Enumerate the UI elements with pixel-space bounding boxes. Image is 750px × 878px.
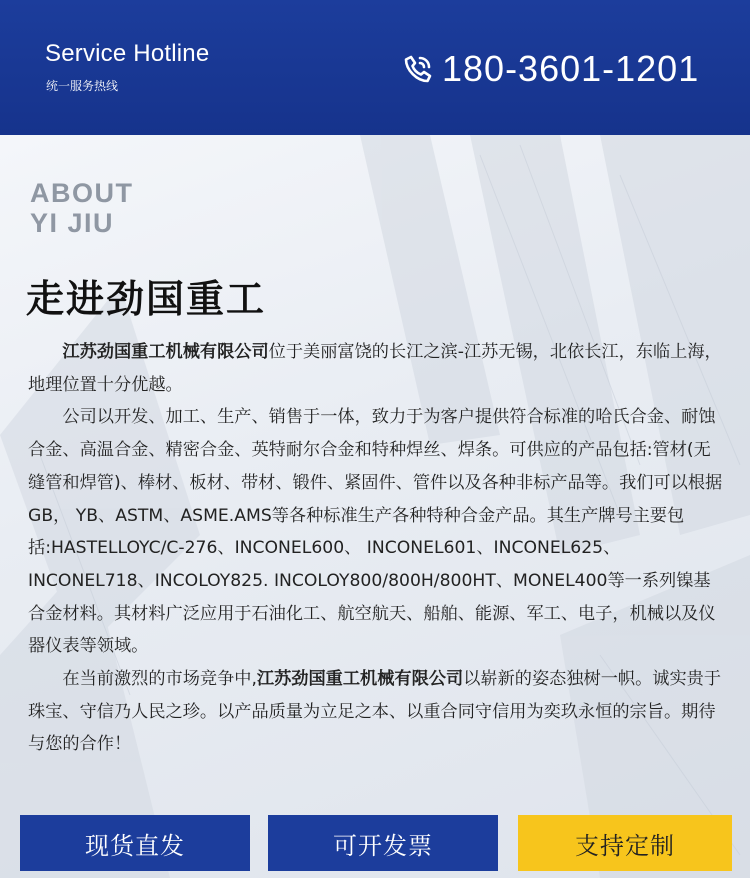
intro-text: 在当前激烈的市场竞争中, — [62, 669, 257, 690]
hotline-title-en: Service Hotline — [45, 40, 210, 67]
company-intro — [28, 336, 724, 761]
phone-icon — [402, 53, 434, 85]
intro-text: 以崭新的姿态独树一帜。诚实贵于珠宝、守信乃人民之珍。以产品质量为立足之本、以重合同守信用为奕玖永恒的宗旨。期待与您的合作！ — [28, 669, 722, 755]
company-name: 江苏劲国重工机械有限公司 — [62, 342, 269, 362]
about-line-2: YI JIU — [30, 208, 115, 238]
intro-paragraph-2: 公司以开发、加工、生产、销售于一体，致力于为客户提供符合标准的哈氏合金、耐蚀合金、高温合金、精密合金、英特耐尔合金和特种焊丝、焊条。可供应的产品包括:管材(无缝管和焊管)、棒材、板材、带材、锻件、紧固件、管件以及各种非标产品等。我们可以根据GB， YB、ASTM、ASME.AMS等各种标准生产各种特种合金产品。其生产牌号主要包括:HASTELLOYC/C-276、INCONEL600、 INCONEL601、INCONEL625、INCONEL718、INCOLOY825. INCOLOY800/800H/800HT、MONEL400等一系列镍基合金材料。其材料广泛应用于石油化工、航空航天、船舶、能源、军工、电子，机械以及仪器仪表等领域。 — [28, 407, 723, 657]
company-name: 江苏劲国重工机械有限公司 — [256, 669, 464, 690]
section-title: 走进劲国重工 — [26, 277, 267, 321]
spot-delivery-button[interactable]: 现货直发 — [20, 815, 250, 871]
about-heading — [30, 178, 134, 238]
intro-text: 位于美丽富饶的长江之滨-江苏无锡，北依长江，东临上海，地理位置十分优越。 — [28, 342, 722, 395]
intro-paragraph-1 — [28, 336, 724, 401]
about-line-1: ABOUT — [30, 178, 134, 208]
hotline-phone[interactable] — [402, 48, 699, 90]
customization-button[interactable]: 支持定制 — [518, 815, 732, 871]
intro-paragraph-3 — [28, 663, 724, 761]
service-hotline-header — [0, 0, 750, 135]
hotline-number: 180-3601-1201 — [442, 48, 700, 89]
hotline-title-cn: 统一服务热线 — [46, 79, 119, 93]
invoice-button[interactable]: 可开发票 — [268, 815, 498, 871]
